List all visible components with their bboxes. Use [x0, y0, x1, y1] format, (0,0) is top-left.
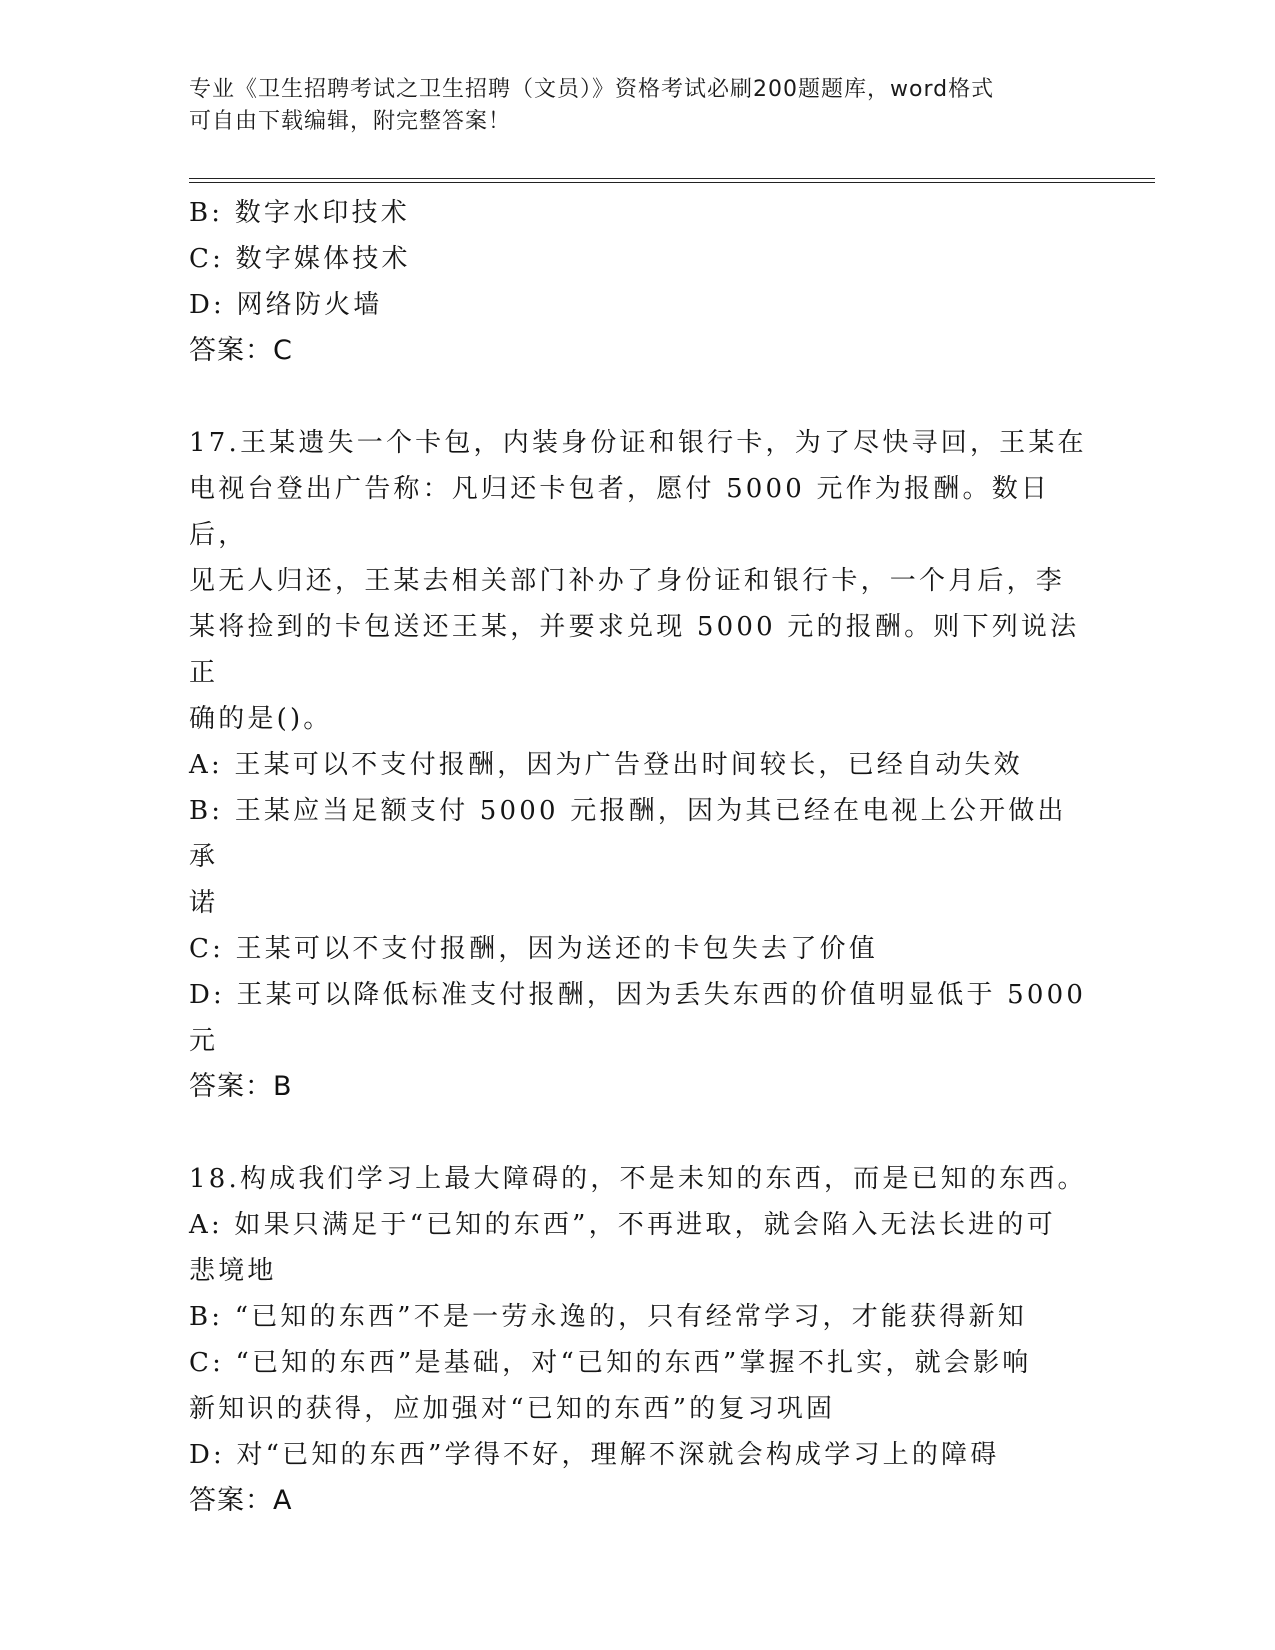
- question-spacer: [189, 1110, 1089, 1156]
- option-c: C: 数字媒体技术: [189, 244, 411, 274]
- prev-question-block: [189, 190, 1089, 374]
- option-d: D: 网络防火墙: [189, 290, 383, 320]
- question-stem-line: 确的是()。: [189, 704, 333, 734]
- option-d: D: 对“已知的东西”学得不好，理解不深就会构成学习上的障碍: [189, 1440, 1000, 1470]
- answer-line: 答案：A: [189, 1485, 293, 1516]
- answer-line: 答案：B: [189, 1071, 293, 1102]
- answer-line: 答案：C: [189, 335, 293, 366]
- header-divider-bottom: [189, 182, 1155, 183]
- document-body: [189, 190, 1089, 1524]
- option-b-continued: 诺: [189, 888, 219, 918]
- option-c-continued: 新知识的获得，应加强对“已知的东西”的复习巩固: [189, 1394, 836, 1424]
- option-b: B: 王某应当足额支付 5000 元报酬，因为其已经在电视上公开做出承: [189, 796, 1067, 872]
- question-stem-line: 17.王某遗失一个卡包，内装身份证和银行卡，为了尽快寻回，王某在: [189, 428, 1087, 458]
- question-stem-line: 电视台登出广告称：凡归还卡包者，愿付 5000 元作为报酬。数日后，: [189, 474, 1051, 550]
- option-c: C: 王某可以不支付报酬，因为送还的卡包失去了价值: [189, 934, 878, 964]
- header-title-line-2: 可自由下载编辑，附完整答案！: [189, 109, 512, 134]
- option-a: A: 王某可以不支付报酬，因为广告登出时间较长，已经自动失效: [189, 750, 1023, 780]
- header-divider-top: [189, 178, 1155, 179]
- option-c: C: “已知的东西”是基础，对“已知的东西”掌握不扎实，就会影响: [189, 1348, 1032, 1378]
- question-stem-line: 见无人归还，王某去相关部门补办了身份证和银行卡，一个月后，李: [189, 566, 1066, 596]
- question-stem-line: 某将捡到的卡包送还王某，并要求兑现 5000 元的报酬。则下列说法正: [189, 612, 1080, 688]
- option-b: B: “已知的东西”不是一劳永逸的，只有经常学习，才能获得新知: [189, 1302, 1027, 1332]
- header-title-line-1: 专业《卫生招聘考试之卫生招聘（文员）》资格考试必刷200题题库，word格式: [189, 77, 995, 102]
- option-d: D: 王某可以降低标准支付报酬，因为丢失东西的价值明显低于 5000: [189, 980, 1087, 1010]
- option-b: B: 数字水印技术: [189, 198, 410, 228]
- document-header: [189, 74, 1089, 138]
- question-18: [189, 1156, 1089, 1524]
- question-stem: 18.构成我们学习上最大障碍的，不是未知的东西，而是已知的东西。: [189, 1164, 1087, 1194]
- option-a: A: 如果只满足于“已知的东西”，不再进取，就会陷入无法长进的可: [189, 1210, 1056, 1240]
- option-a-continued: 悲境地: [189, 1256, 277, 1286]
- question-spacer: [189, 374, 1089, 420]
- option-d-continued: 元: [189, 1026, 219, 1056]
- question-17: [189, 420, 1089, 1110]
